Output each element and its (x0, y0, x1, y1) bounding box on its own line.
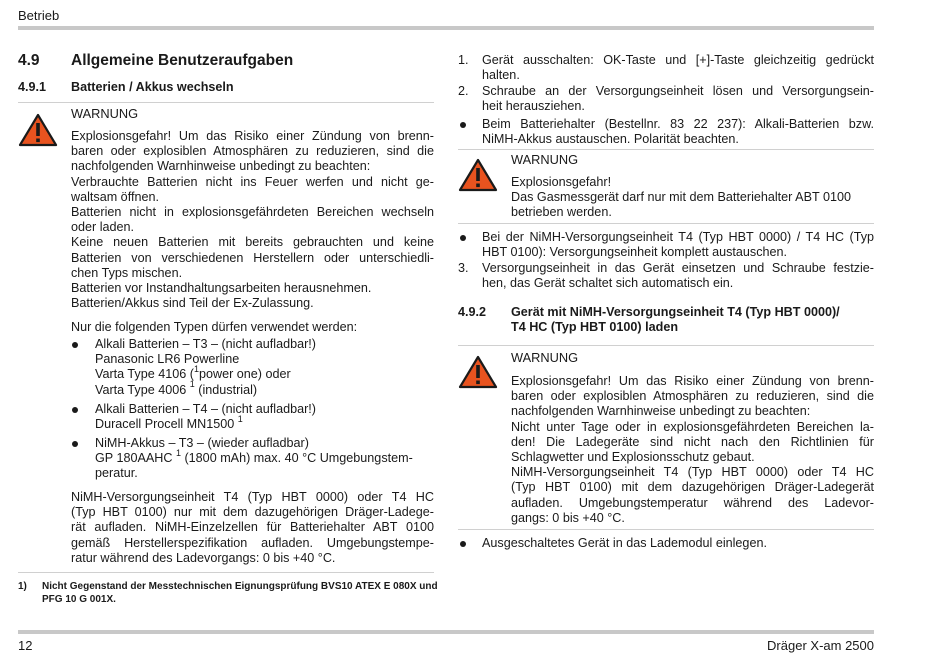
section-number: 4.9 (18, 52, 40, 69)
step-text: Schraube an der Versorgungseinheit lösen und Versorgungsein- heit herausziehen. (482, 84, 874, 114)
separator (458, 223, 874, 224)
bullet-dot (460, 235, 466, 241)
footer-rule (18, 630, 874, 634)
header-rule (18, 26, 874, 30)
bullet-dot (72, 441, 78, 447)
warning-title: WARNUNG (511, 152, 579, 167)
separator (458, 345, 874, 346)
subsection-title: Batterien / Akkus wechseln (71, 80, 234, 94)
section-title: Allgemeine Benutzeraufgaben (71, 52, 294, 69)
subsection-title: Gerät mit NiMH-Versorgungseinheit T4 (Typ HBT 0000)/ T4 HC (Typ HBT 0100) laden (511, 305, 840, 335)
bullet-text: Bei der NiMH-Versorgungseinheit T4 (Typ HBT 0000) / T4 HC (Typ HBT 0100): Versorgungseinheit komplett austauschen. (482, 230, 874, 260)
warning-title: WARNUNG (511, 350, 579, 365)
bullet-text: Beim Batteriehalter (Bestellnr. 83 22 237): Alkali-Batterien bzw. NiMH-Akkus austauschen. Polarität beachten. (482, 117, 874, 147)
step-number: 1. (458, 53, 469, 67)
subsection-number: 4.9.2 (458, 305, 487, 319)
step-number: 2. (458, 84, 469, 98)
product-name: Dräger X-am 2500 (767, 638, 874, 653)
bullet-dot (72, 407, 78, 413)
warning-triangle-icon (458, 158, 498, 192)
bullet-dot (72, 342, 78, 348)
separator (458, 529, 874, 530)
page-number: 12 (18, 638, 33, 653)
step-text: Gerät ausschalten: OK-Taste und [+]-Taste gleichzeitig gedrückt halten. (482, 53, 874, 83)
warning-triangle-icon (458, 355, 498, 389)
warning-title: WARNUNG (71, 106, 139, 121)
type-item: Alkali Batterien – T3 – (nicht aufladbar!) Panasonic LR6 Powerline Varta Type 4106 ($^1$power one) oder Varta Type 4006 $^1$ (industrial) (95, 337, 316, 397)
warning-text: Explosionsgefahr! Um das Risiko einer Zündung von brenn- baren oder explosiblen Atmosphären zu reduzieren, sind die nachfolgenden Warnhinweise unbedingt zu beachten: Nicht unter Tage oder in explosionsgefährdeten Bereichen la- den! Die Ladegeräte sind nicht nach den Richtlinien für Schlagwetter und Explosionsschutz gebaut. NiMH-Versorgungseinheit T4 (Typ HBT 0000) oder T4 HC (Typ HBT 0100) mit dem dazugehörigen Dräger-Ladegerät aufladen. Umgebungstemperatur während des Ladevor- gangs: 0 bis +40 °C. (511, 374, 874, 525)
running-header: Betrieb (18, 8, 60, 23)
warning-text: Explosionsgefahr! Um das Risiko einer Zündung von brenn- baren oder explosiblen Atmosphären zu reduzieren, sind die nachfolgenden Warnhinweise unbedingt zu beachten: Verbrauchte Batterien nicht ins Feuer werfen und nicht ge- waltsam öffnen. Batterien nicht in explosionsgefährdeten Bereichen wechseln oder laden. Keine neuen Batterien mit bereits gebrauchten und keine Batterien von verschiedenen Herstellern oder unterschiedli- chen Typs mischen. Batterien vor Instandhaltungsarbeiten herausnehmen. Batterien/Akkus sind Teil der Ex-Zulassung. (71, 129, 434, 311)
bullet-dot (460, 541, 466, 547)
separator (18, 102, 434, 103)
types-intro: Nur die folgenden Typen dürfen verwendet werden: (71, 320, 358, 334)
closing-paragraph: NiMH-Versorgungseinheit T4 (Typ HBT 0000) oder T4 HC (Typ HBT 0100) nur mit dem dazugehörigen Dräger-Ladege- rät aufladen. NiMH-Einzelzellen für Batteriehalter ABT 0100 gemäß Herstellerspezifikation aufladen. Umgebungstempe- ratur während des Ladevorgangs: 0 bis +40 °C. (71, 490, 434, 565)
type-item: NiMH-Akkus – T3 – (wieder aufladbar) GP 180AAHC $^1$ (1800 mAh) max. 40 °C Umgebungstem- peratur. (95, 436, 413, 481)
step-number: 3. (458, 261, 469, 275)
separator (458, 149, 874, 150)
bullet-dot (460, 122, 466, 128)
warning-triangle-icon (18, 113, 58, 147)
footnote-number: 1) (18, 581, 27, 592)
step-text: Versorgungseinheit in das Gerät einsetzen und Schraube festzie- hen, das Gerät schaltet sich automatisch ein. (482, 261, 874, 291)
type-item: Alkali Batterien – T4 – (nicht aufladbar!) Duracell Procell MN1500 $^1$ (95, 402, 316, 432)
footnote-text: Nicht Gegenstand der Messtechnischen Eignungsprüfung BVS10 ATEX E 080X und PFG 10 G 001X. (42, 581, 438, 605)
bullet-text: Ausgeschaltetes Gerät in das Lademodul einlegen. (482, 536, 767, 550)
subsection-number: 4.9.1 (18, 80, 47, 94)
footnote-separator (18, 572, 434, 573)
warning-text: Explosionsgefahr! Das Gasmessgerät darf nur mit dem Batteriehalter ABT 0100 betrieben werden. (511, 175, 851, 220)
